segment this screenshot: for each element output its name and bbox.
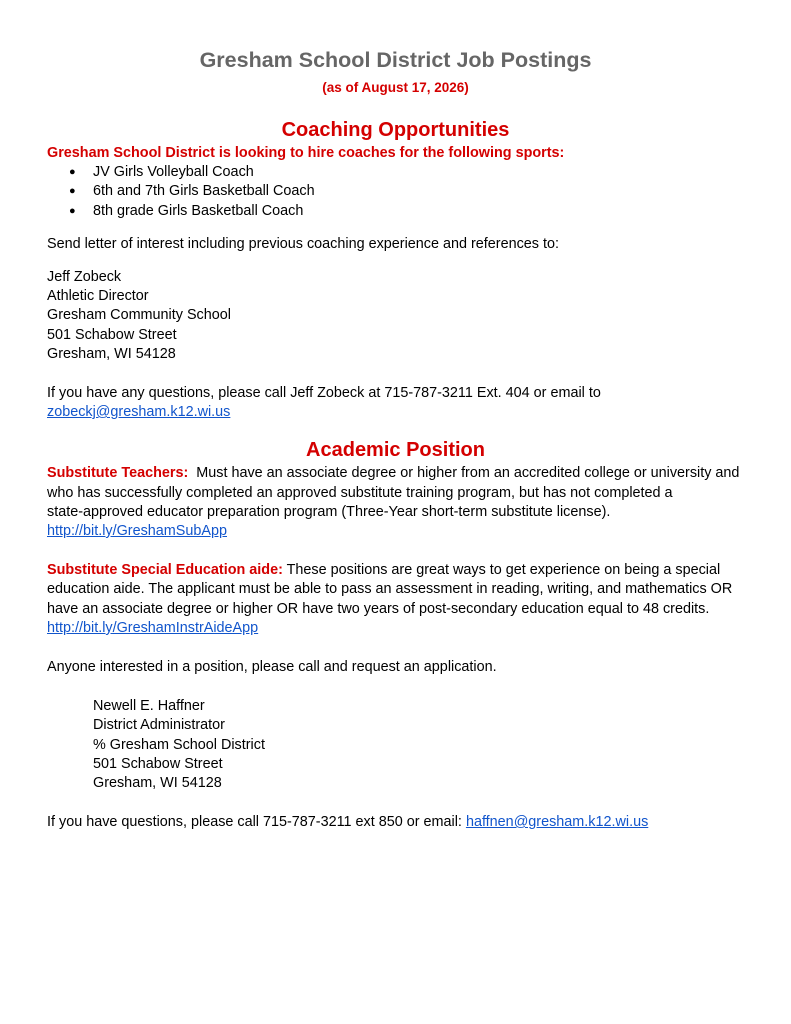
admin-name: Newell E. Haffner bbox=[93, 698, 205, 714]
bullet-icon: ● bbox=[69, 185, 76, 197]
sub-sped-application-link[interactable]: http://bit.ly/GreshamInstrAideApp bbox=[47, 620, 259, 636]
sub-teachers-line-1 bbox=[47, 464, 739, 483]
sub-sped-label: Substitute Special Education aide: bbox=[47, 562, 283, 578]
contact-city: Gresham, WI 54128 bbox=[47, 346, 176, 362]
sub-teachers-text: Must have an associate degree or higher from an accredited college or university and bbox=[188, 465, 740, 481]
admin-city: Gresham, WI 54128 bbox=[93, 775, 222, 791]
admin-email-link[interactable]: haffnen@gresham.k12.wi.us bbox=[465, 814, 649, 830]
sub-sped-text: education aide. The applicant must be able to pass an assessment in reading, writing, and mathematics OR bbox=[47, 581, 733, 597]
sport-item: 8th grade Girls Basketball Coach bbox=[93, 203, 304, 219]
contact-title: Athletic Director bbox=[47, 288, 149, 304]
bullet-icon: ● bbox=[69, 166, 76, 178]
sub-teachers-text: state-approved educator preparation program (Three-Year short-term substitute license). bbox=[47, 504, 611, 520]
send-letter-text: Send letter of interest including previous coaching experience and references to: bbox=[47, 236, 559, 252]
sub-sped-text: have an associate degree or higher OR have two years of post-secondary education equal to 48 credits. bbox=[47, 601, 710, 617]
admin-title: District Administrator bbox=[93, 717, 225, 733]
admin-organization: % Gresham School District bbox=[93, 737, 265, 753]
coaching-email-link[interactable]: zobeckj@gresham.k12.wi.us bbox=[47, 404, 231, 420]
contact-street: 501 Schabow Street bbox=[47, 327, 177, 343]
sport-item: JV Girls Volleyball Coach bbox=[93, 164, 254, 180]
academic-heading: Academic Position bbox=[306, 439, 485, 461]
coaching-intro: Gresham School District is looking to hire coaches for the following sports: bbox=[47, 145, 565, 161]
page-subtitle-date: (as of August 17, 2026) bbox=[322, 80, 469, 95]
anyone-interested-text: Anyone interested in a position, please call and request an application. bbox=[47, 659, 497, 675]
page-title: Gresham School District Job Postings bbox=[199, 48, 592, 72]
sport-item: 6th and 7th Girls Basketball Coach bbox=[93, 183, 315, 199]
academic-questions-line bbox=[47, 813, 648, 832]
sub-sped-line-1 bbox=[47, 561, 720, 580]
sub-teachers-label: Substitute Teachers: bbox=[47, 465, 189, 481]
sub-teachers-text: who has successfully completed an approved substitute training program, but has not completed a bbox=[47, 485, 673, 501]
contact-name: Jeff Zobeck bbox=[47, 269, 122, 285]
bullet-icon: ● bbox=[69, 205, 76, 217]
admin-street: 501 Schabow Street bbox=[93, 756, 223, 772]
contact-organization: Gresham Community School bbox=[47, 307, 231, 323]
academic-questions-text: If you have questions, please call 715-787-3211 ext 850 or email: bbox=[47, 814, 466, 830]
sub-teachers-application-link[interactable]: http://bit.ly/GreshamSubApp bbox=[47, 523, 227, 539]
sub-sped-text: These positions are great ways to get experience on being a special bbox=[282, 562, 721, 578]
coaching-questions-text: If you have any questions, please call Jeff Zobeck at 715-787-3211 Ext. 404 or email to bbox=[47, 385, 601, 401]
coaching-heading: Coaching Opportunities bbox=[281, 119, 510, 141]
